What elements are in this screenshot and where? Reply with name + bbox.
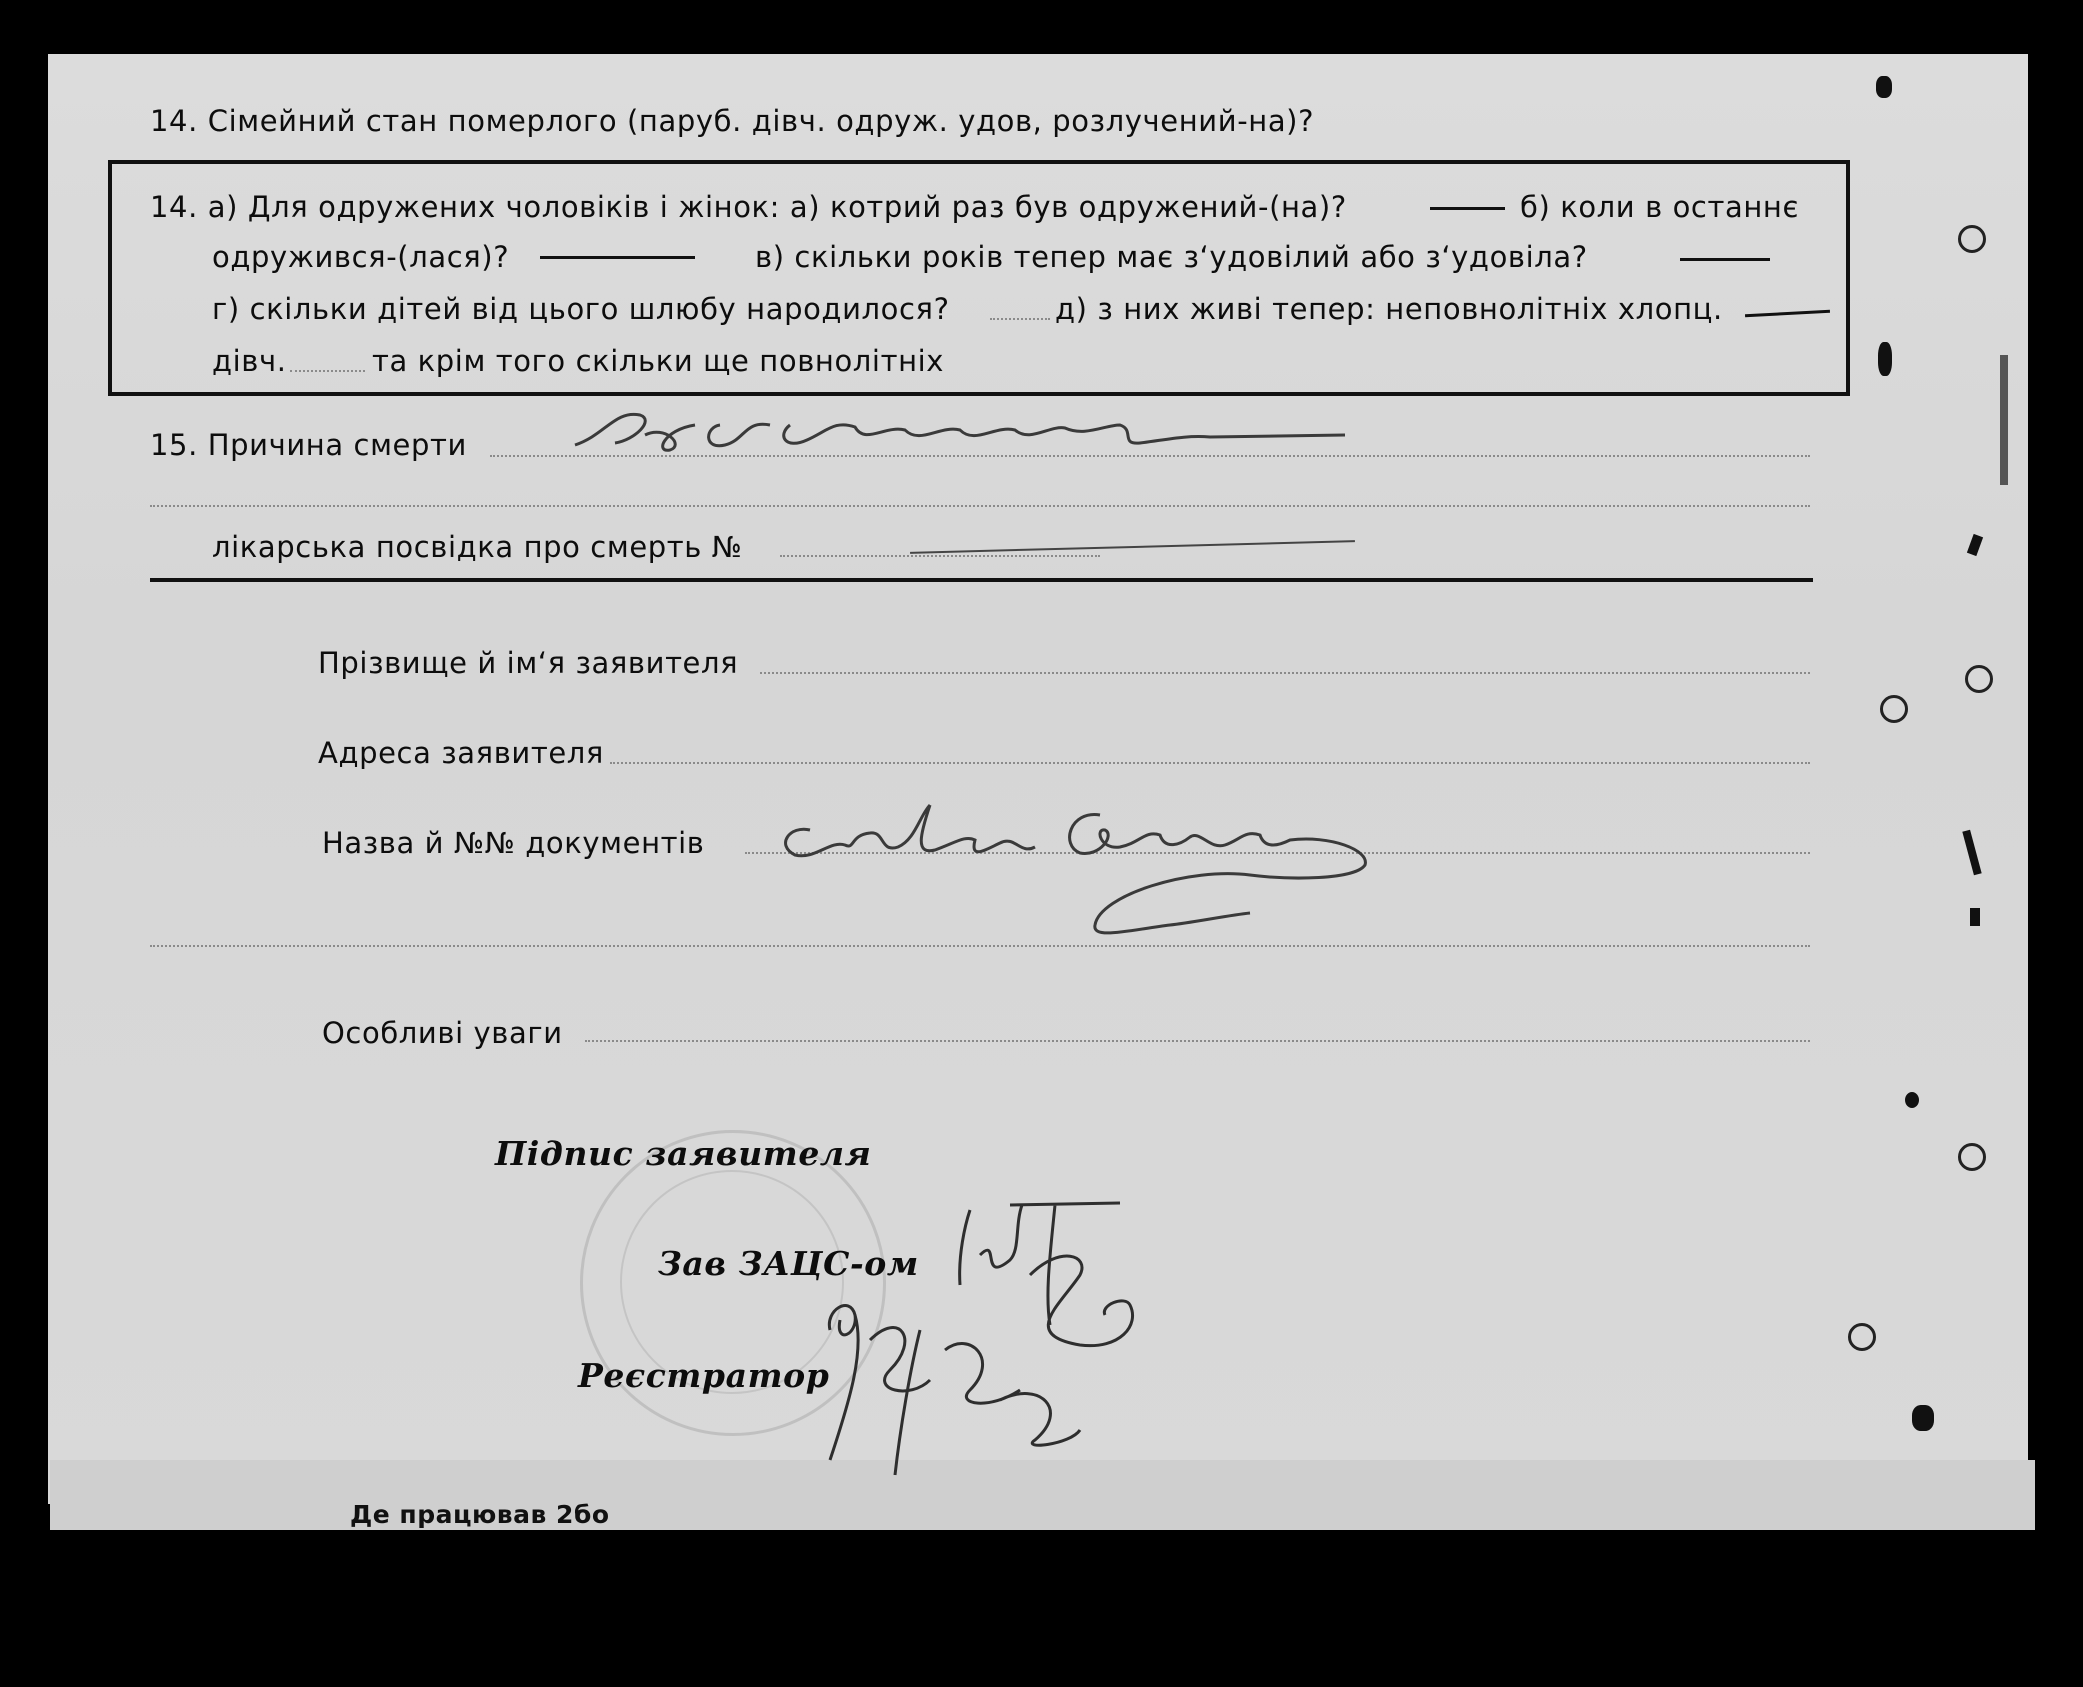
- dash-mark: [1430, 207, 1505, 210]
- dotted-line: [760, 672, 1810, 674]
- binding-mark: [1970, 908, 1980, 926]
- punch-hole: [1880, 695, 1908, 723]
- dash-mark: [540, 256, 695, 259]
- applicant-name-label: Прізвище й ім‘я заявителя: [318, 646, 739, 680]
- q14a-text-1a: 14. а) Для одружених чоловіків і жінок: а) котрий раз був одружений-(на)?: [150, 190, 1347, 224]
- q14a-text-4a: дівч.: [212, 344, 287, 378]
- q14-marital-status: 14. Сімейний стан померлого (паруб. дівч. одруж. удов, розлучений-на)?: [150, 104, 1315, 138]
- dotted-line: [150, 945, 1810, 947]
- q14a-text-3a: г) скільки дітей від цього шлюбу народилося?: [212, 292, 950, 326]
- handwriting-documents: [770, 795, 1390, 949]
- q14a-text-2b: в) скільки років тепер має з‘удовілий або з‘удовіла?: [755, 240, 1588, 274]
- punch-hole: [1958, 225, 1986, 253]
- remarks-label: Особливі уваги: [322, 1016, 563, 1050]
- dotted-line: [780, 555, 1100, 557]
- underlying-sheet-text: Де працював 2бо: [350, 1500, 610, 1529]
- section-divider: [150, 578, 1813, 582]
- applicant-address-label: Адреса заявителя: [318, 736, 604, 770]
- binding-mark: [1912, 1405, 1934, 1431]
- dotted-line: [610, 762, 1810, 764]
- head-zags-label: Зав ЗАЦС-ом: [658, 1244, 919, 1283]
- dotted-line: [990, 318, 1050, 320]
- sheet-edge: [2000, 355, 2008, 485]
- q14a-text-4b: та крім того скільки ще повнолітніх: [372, 344, 945, 378]
- q14a-text-3b: д) з них живі тепер: неповнолітніх хлопц.: [1055, 292, 1723, 326]
- applicant-signature-label: Підпис заявителя: [495, 1134, 872, 1173]
- registrar-label: Реєстратор: [578, 1356, 830, 1395]
- dotted-line: [290, 370, 365, 372]
- signature-registrar: [770, 1290, 1100, 1494]
- q14a-text-1b: б) коли в останнє: [1520, 190, 1799, 224]
- handwriting-cause: [545, 395, 1345, 479]
- q14a-text-2a: одружився-(лася)?: [212, 240, 510, 274]
- dotted-line: [150, 505, 1810, 507]
- medical-certificate-label: лікарська посвідка про смерть №: [212, 530, 743, 564]
- binding-mark: [1878, 342, 1892, 376]
- binding-mark: [1876, 76, 1892, 98]
- punch-hole: [1848, 1323, 1876, 1351]
- dash-mark: [1680, 258, 1770, 261]
- punch-hole: [1965, 665, 1993, 693]
- punch-hole: [1958, 1143, 1986, 1171]
- dotted-line: [585, 1040, 1810, 1042]
- binding-mark: [1905, 1092, 1919, 1108]
- q15-cause-label: 15. Причина смерти: [150, 428, 467, 462]
- documents-label: Назва й №№ документів: [322, 826, 705, 860]
